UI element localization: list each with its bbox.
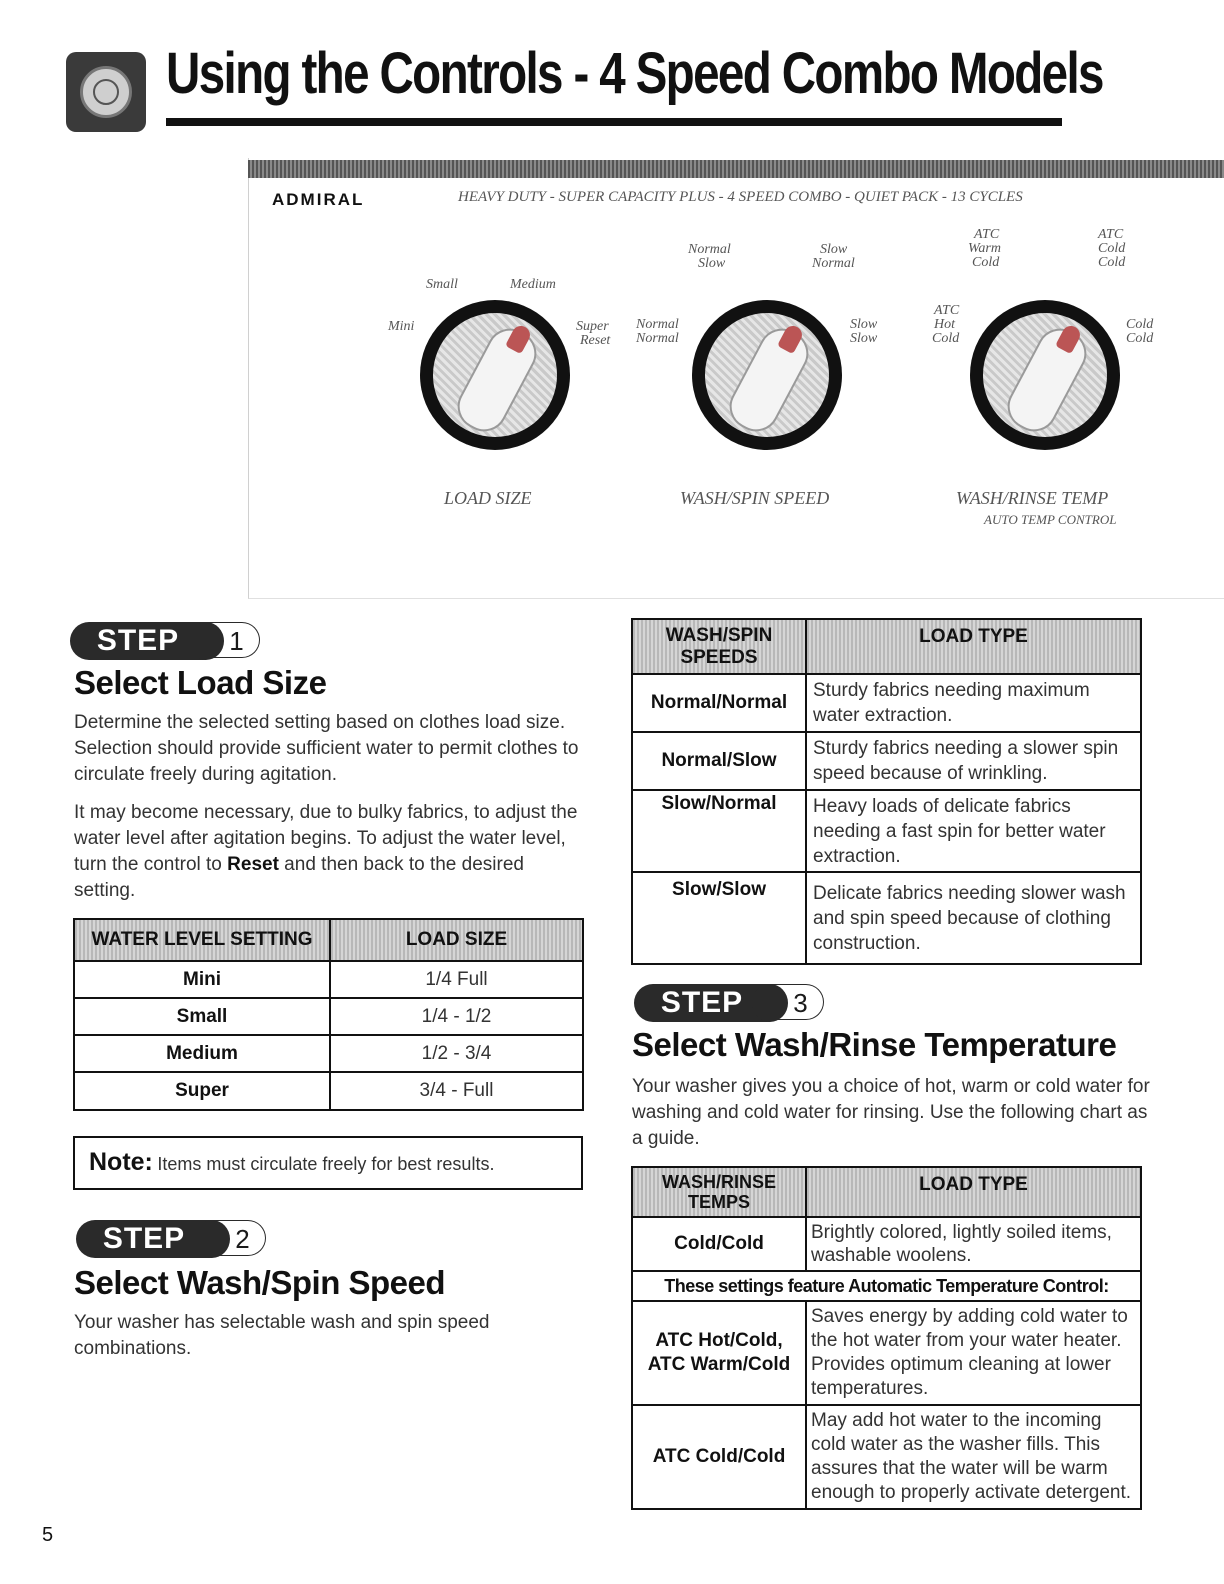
table-cell: ATC Cold/Cold bbox=[632, 1405, 806, 1509]
dial-label-atc: ATC bbox=[1098, 227, 1124, 242]
table-cell: Mini bbox=[74, 961, 330, 998]
temp-caption: WASH/RINSE TEMP bbox=[956, 488, 1109, 508]
dial-label-cold: Cold bbox=[972, 255, 1000, 270]
dial-label-super: Super bbox=[576, 319, 609, 334]
dial-label-atc: ATC bbox=[934, 303, 960, 318]
panel-strip bbox=[248, 160, 1224, 178]
load-size-dial[interactable] bbox=[420, 300, 570, 450]
step-1-badge bbox=[70, 622, 266, 660]
dial-label-slow: Slow bbox=[820, 242, 848, 257]
step-2-paragraph: Your washer has selectable wash and spin speed combinations. bbox=[74, 1312, 490, 1359]
temp-sub-caption: AUTO TEMP CONTROL bbox=[984, 512, 1117, 527]
table-header: LOAD SIZE bbox=[330, 919, 583, 961]
dial-label-cold: Cold bbox=[932, 331, 960, 346]
dial-icon bbox=[66, 52, 146, 132]
step-1-paragraph: Determine the selected setting based on clothes load size. Selection should provide sufficient water to permit clothes to circulate freely during agitation. bbox=[74, 712, 579, 785]
table-cell: 1/2 - 3/4 bbox=[330, 1035, 583, 1072]
dial-label-cold: Cold bbox=[1126, 317, 1154, 332]
table-header: LOAD TYPE bbox=[806, 619, 1141, 674]
dial-label-cold: Cold bbox=[1098, 241, 1126, 256]
title-rule bbox=[166, 118, 1062, 126]
table-cell: Delicate fabrics needing slower wash and spin speed because of clothing construction. bbox=[806, 872, 1141, 964]
table-cell: Normal/Slow bbox=[632, 732, 806, 790]
dial-label-normal: Normal bbox=[688, 242, 731, 257]
table-header: WATER LEVEL SETTING bbox=[74, 919, 330, 961]
step-3-paragraph: Your washer gives you a choice of hot, warm or cold water for washing and cold water for rinsing. Use the following chart as a guide. bbox=[632, 1076, 1150, 1149]
dial-label-atc: ATC bbox=[974, 227, 1000, 242]
step-badge-label: STEP bbox=[70, 622, 206, 660]
table-cell: 3/4 - Full bbox=[330, 1072, 583, 1110]
note-text: Items must circulate freely for best results. bbox=[157, 1154, 495, 1174]
table-cell: Slow/Normal bbox=[632, 790, 806, 872]
table-cell: Sturdy fabrics needing maximum water extraction. bbox=[806, 674, 1141, 732]
table-cell: Medium bbox=[74, 1035, 330, 1072]
dial-label-slow: Slow bbox=[850, 317, 878, 332]
step-2-badge bbox=[76, 1220, 272, 1258]
step-badge-label: STEP bbox=[634, 984, 770, 1022]
table-cell: Sturdy fabrics needing a slower spin speed because of wrinkling. bbox=[806, 732, 1141, 790]
note-label: Note: bbox=[89, 1148, 153, 1176]
table-cell: 1/4 - 1/2 bbox=[330, 998, 583, 1035]
table-cell: Heavy loads of delicate fabrics needing a fast spin for better water extraction. bbox=[806, 790, 1141, 872]
wash-spin-speed-dial[interactable] bbox=[692, 300, 842, 450]
dial-label-reset: Reset bbox=[580, 333, 611, 348]
step-number: 1 bbox=[206, 622, 260, 658]
wash-rinse-temp-dial[interactable] bbox=[970, 300, 1120, 450]
temperature-table bbox=[631, 1166, 1142, 1510]
table-cell: Super bbox=[74, 1072, 330, 1110]
table-cell: Slow/Slow bbox=[632, 872, 806, 964]
page-title: Using the Controls - 4 Speed Combo Models bbox=[166, 41, 1103, 106]
step-number: 2 bbox=[212, 1220, 266, 1256]
step-3-heading: Select Wash/Rinse Temperature bbox=[632, 1026, 1117, 1063]
water-level-table bbox=[73, 918, 584, 1111]
table-cell: Small bbox=[74, 998, 330, 1035]
note-box bbox=[73, 1136, 583, 1190]
table-cell-line: ATC Warm/Cold bbox=[647, 1354, 791, 1375]
speed-caption: WASH/SPIN SPEED bbox=[680, 488, 830, 508]
table-header: WASH/RINSE TEMPS bbox=[632, 1167, 806, 1217]
dial-label-mini: Mini bbox=[388, 319, 415, 334]
dial-label-hot: Hot bbox=[934, 317, 955, 332]
table-cell: Saves energy by adding cold water to the hot water from your water heater. Provides optimum cleaning at lower temperatures. bbox=[806, 1301, 1141, 1405]
table-cell: May add hot water to the incoming cold water as the washer fills. This assures that the water will be warm enough to properly activate detergent. bbox=[806, 1405, 1141, 1509]
table-cell: Brightly colored, lightly soiled items, washable woolens. bbox=[806, 1217, 1141, 1271]
dial-label-normal: Normal bbox=[636, 317, 679, 332]
step-1-heading: Select Load Size bbox=[74, 664, 327, 701]
dial-label-small: Small bbox=[426, 277, 458, 292]
table-header: WASH/SPIN SPEEDS bbox=[632, 619, 806, 674]
dial-label-slow: Slow bbox=[698, 256, 726, 271]
dial-label-medium: Medium bbox=[510, 277, 556, 292]
table-cell bbox=[632, 1301, 806, 1405]
page-number: 5 bbox=[42, 1524, 54, 1546]
table-header: LOAD TYPE bbox=[806, 1167, 1141, 1217]
dial-label-cold: Cold bbox=[1126, 331, 1154, 346]
step-2-heading: Select Wash/Spin Speed bbox=[74, 1264, 446, 1301]
dial-label-normal: Normal bbox=[812, 256, 855, 271]
brand-logo: ADMIRAL bbox=[272, 190, 365, 209]
step-badge-label: STEP bbox=[76, 1220, 212, 1258]
table-cell: Normal/Normal bbox=[632, 674, 806, 732]
table-cell: Cold/Cold bbox=[632, 1217, 806, 1271]
dial-label-normal: Normal bbox=[636, 331, 679, 346]
table-cell: 1/4 Full bbox=[330, 961, 583, 998]
step-3-badge bbox=[634, 984, 830, 1022]
dial-label-cold: Cold bbox=[1098, 255, 1126, 270]
step-number: 3 bbox=[770, 984, 824, 1020]
dial-label-warm: Warm bbox=[968, 241, 1001, 256]
step-1-paragraph-2: It may become necessary, due to bulky fabrics, to adjust the water level after agitation begins. To adjust the water level, turn the control to Reset and then back to the desired setting. bbox=[74, 802, 578, 901]
atc-banner: These settings feature Automatic Temperature Control: bbox=[632, 1271, 1141, 1301]
table-cell-line: ATC Hot/Cold, bbox=[655, 1330, 783, 1351]
dial-label-slow: Slow bbox=[850, 331, 878, 346]
load-size-caption: LOAD SIZE bbox=[444, 488, 532, 508]
model-tagline: HEAVY DUTY - SUPER CAPACITY PLUS - 4 SPEED COMBO - QUIET PACK - 13 CYCLES bbox=[458, 189, 1023, 205]
wash-spin-table bbox=[631, 618, 1142, 965]
